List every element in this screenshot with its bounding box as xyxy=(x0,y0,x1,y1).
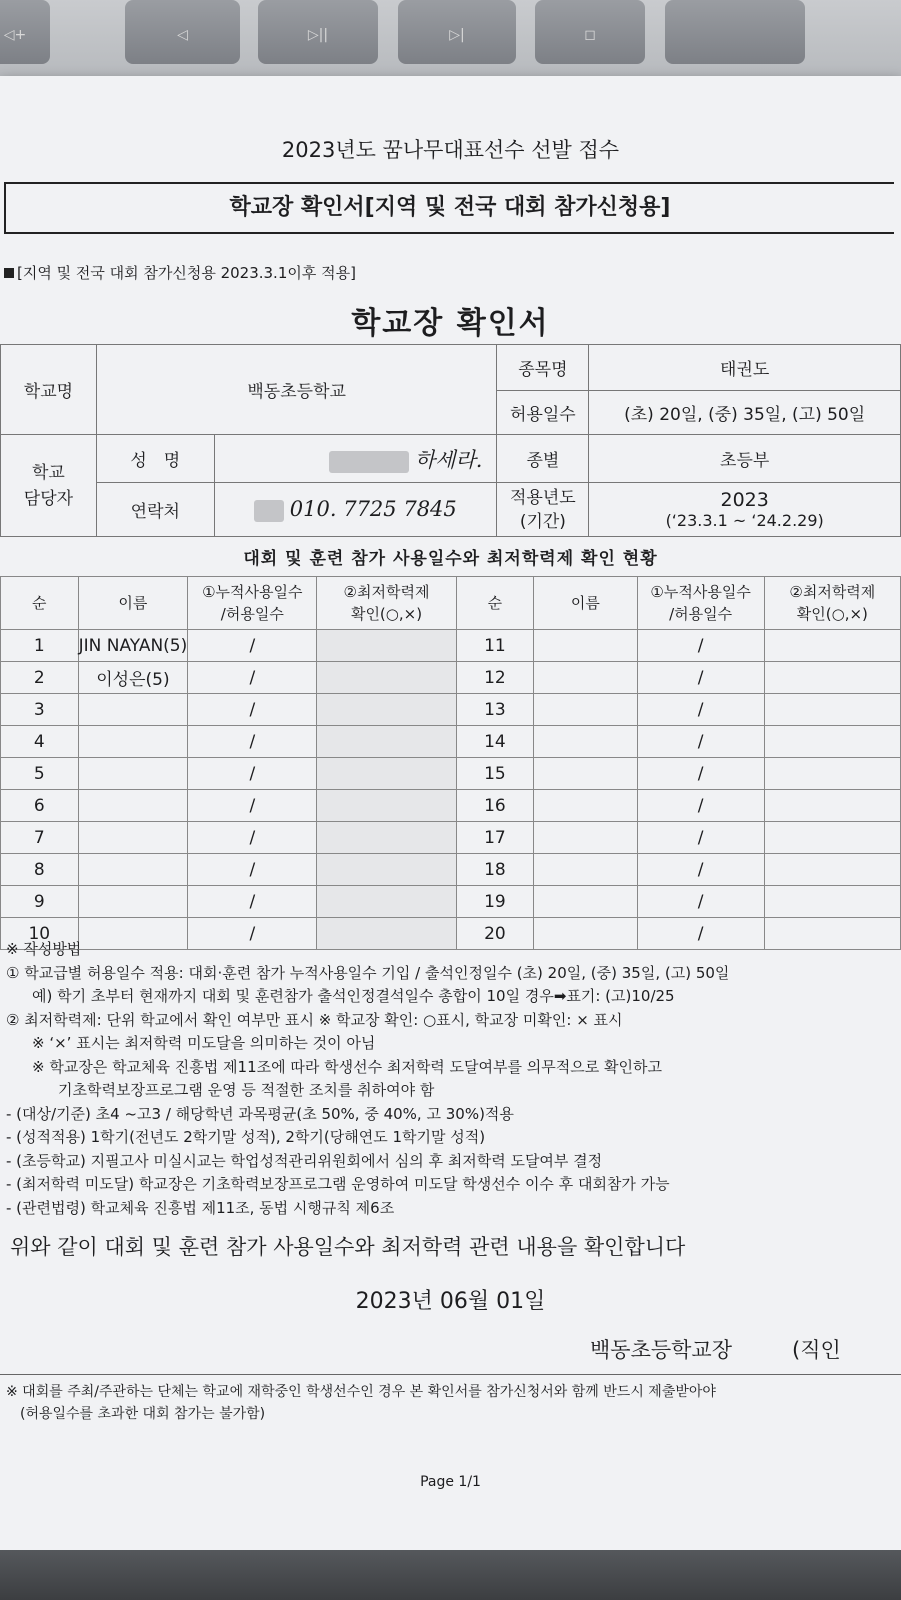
cell-no: 20 xyxy=(456,918,534,950)
note-line: ※ 학교장은 학교체육 진흥법 제11조에 따라 학생선수 최저학력 도달여부를 의무적으로 확인하고 xyxy=(32,1057,662,1076)
cell-days: / xyxy=(188,694,317,726)
cell-no: 11 xyxy=(456,630,534,662)
contact-cell xyxy=(214,483,497,537)
cell-no: 1 xyxy=(1,630,79,662)
cell-academic xyxy=(764,662,900,694)
header-name: 이름 xyxy=(534,577,637,630)
cell-days: / xyxy=(188,758,317,790)
cell-academic xyxy=(764,822,900,854)
cell-no: 7 xyxy=(1,822,79,854)
cell-academic xyxy=(317,726,456,758)
keyboard-key: ◁+ xyxy=(0,0,50,64)
cell-days: / xyxy=(637,822,764,854)
cell-academic xyxy=(764,726,900,758)
year-label: 적용년도 (기간) xyxy=(497,483,589,537)
event-label: 종목명 xyxy=(497,345,589,391)
cell-no: 5 xyxy=(1,758,79,790)
divider xyxy=(0,1374,901,1375)
table-row xyxy=(1,662,901,694)
header-academic: ②최저학력제 확인(○,×) xyxy=(317,577,456,630)
cell-name xyxy=(534,758,637,790)
header-days: ①누적사용일수 /허용일수 xyxy=(637,577,764,630)
cell-no: 18 xyxy=(456,854,534,886)
cell-academic xyxy=(317,630,456,662)
cell-days: / xyxy=(188,918,317,950)
note-line: ※ ‘×’ 표시는 최저학력 미도달을 의미하는 것이 아님 xyxy=(32,1034,376,1052)
cell-academic xyxy=(764,694,900,726)
cell-no: 12 xyxy=(456,662,534,694)
cell-academic xyxy=(764,630,900,662)
cell-no: 2 xyxy=(1,662,79,694)
keyboard-key xyxy=(665,0,805,64)
table-row xyxy=(1,886,901,918)
note-line: - (대상/기준) 초4 ~고3 / 해당학년 과목평균(초 50%, 중 40%, 고 30%)적용 xyxy=(6,1104,514,1123)
cell-no: 10 xyxy=(1,918,79,950)
year-cell xyxy=(589,483,901,537)
signer-name: 백동초등학교장 xyxy=(590,1338,733,1362)
contact-label: 연락처 xyxy=(96,483,214,537)
header-days: ①누적사용일수 /허용일수 xyxy=(188,577,317,630)
allowed-days-label: 허용일수 xyxy=(497,391,589,435)
form-header: 2023년도 꿈나무대표선수 선발 접수 xyxy=(281,138,620,162)
cell-no: 15 xyxy=(456,758,534,790)
cell-days: / xyxy=(188,822,317,854)
cell-no: 13 xyxy=(456,694,534,726)
cell-days: / xyxy=(637,726,764,758)
roster-header-row xyxy=(1,577,901,630)
table-row xyxy=(1,694,901,726)
school-label: 학교명 xyxy=(1,345,97,435)
confirmation-statement: 위와 같이 대회 및 훈련 참가 사용일수와 최저학력 관련 내용을 확인합니다 xyxy=(10,1235,686,1259)
note-line: 예) 학기 초부터 현재까지 대회 및 훈련참가 출석인정결석일수 총합이 10일 경우➡표기: (고)10/25 xyxy=(32,987,675,1005)
cell-academic xyxy=(764,886,900,918)
table-row xyxy=(1,630,901,662)
cell-no: 8 xyxy=(1,854,79,886)
keyboard-key: ▷| xyxy=(398,0,516,64)
cell-academic xyxy=(764,854,900,886)
document-page xyxy=(0,76,901,1550)
cell-name xyxy=(534,886,637,918)
table-row xyxy=(1,726,901,758)
cell-days: / xyxy=(637,854,764,886)
desk-surface xyxy=(0,1550,901,1600)
document-date: 2023년 06월 01일 xyxy=(355,1289,546,1314)
note-line: - (초등학교) 지필고사 미실시교는 학업성적관리위원회에서 심의 후 최저학력 도달여부 결정 xyxy=(6,1151,603,1170)
roster-table xyxy=(0,576,901,950)
cell-academic xyxy=(317,662,456,694)
table-row xyxy=(1,822,901,854)
cell-academic xyxy=(317,854,456,886)
cell-name xyxy=(78,854,188,886)
cell-name xyxy=(78,790,188,822)
cell-no: 4 xyxy=(1,726,79,758)
header-no: 순 xyxy=(456,577,534,630)
seal-label: (직인 xyxy=(792,1338,841,1362)
cell-days: / xyxy=(188,726,317,758)
roster-section-title: 대회 및 훈련 참가 사용일수와 최저학력제 확인 현황 xyxy=(243,549,658,569)
cell-days: / xyxy=(188,662,317,694)
cell-days: / xyxy=(637,886,764,918)
cell-name xyxy=(534,822,637,854)
page-title: 학교장 확인서 xyxy=(351,306,550,341)
school-info-table xyxy=(0,344,901,537)
cell-name xyxy=(78,886,188,918)
cell-academic xyxy=(317,886,456,918)
event-value: 태권도 xyxy=(589,345,901,391)
cell-name xyxy=(534,790,637,822)
cell-days: / xyxy=(188,630,317,662)
signer xyxy=(590,1334,841,1364)
allowed-days-value: (초) 20일, (중) 35일, (고) 50일 xyxy=(589,391,901,435)
cell-days: / xyxy=(637,662,764,694)
cell-no: 16 xyxy=(456,790,534,822)
cell-name xyxy=(534,854,637,886)
cell-name: JIN NAYAN(5) xyxy=(78,630,188,662)
cell-name xyxy=(534,726,637,758)
note-line: ① 학교급별 허용일수 적용: 대회·훈련 참가 누적사용일수 기입 / 출석인정일수 (초) 20일, (중) 35일, (고) 50일 xyxy=(6,963,730,982)
footnote-line: (허용일수를 초과한 대회 참가는 불가함) xyxy=(20,1406,266,1422)
cell-no: 9 xyxy=(1,886,79,918)
keyboard-key: ◻ xyxy=(535,0,645,64)
square-bullet-icon xyxy=(4,268,14,278)
staff-name-cell xyxy=(214,435,497,483)
division-value: 초등부 xyxy=(589,435,901,483)
cell-days: / xyxy=(188,790,317,822)
table-row xyxy=(1,758,901,790)
page-number: Page 1/1 xyxy=(420,1474,481,1490)
school-name: 백동초등학교 xyxy=(96,345,497,435)
cell-name xyxy=(534,662,637,694)
division-label: 종별 xyxy=(497,435,589,483)
table-row xyxy=(1,854,901,886)
cell-academic xyxy=(764,758,900,790)
header-name: 이름 xyxy=(78,577,188,630)
note-line: ② 최저학력제: 단위 학교에서 확인 여부만 표시 ※ 학교장 확인: ○표시, 학교장 미확인: × 표시 xyxy=(6,1010,623,1029)
cell-days: / xyxy=(188,854,317,886)
staff-name: 하세라. xyxy=(414,447,483,472)
cell-academic xyxy=(764,790,900,822)
keyboard-key: ▷|| xyxy=(258,0,378,64)
name-label: 성 명 xyxy=(96,435,214,483)
cell-no: 19 xyxy=(456,886,534,918)
note-line: - (최저학력 미도달) 학교장은 기초학력보장프로그램 운영하여 미도달 학생선수 이수 후 대회참가 가능 xyxy=(6,1175,670,1193)
note-line: ※ 작성방법 xyxy=(6,940,82,958)
cell-academic xyxy=(317,790,456,822)
note-line: - (관련법령) 학교체육 진흥법 제11조, 동법 시행규칙 제6조 xyxy=(6,1198,395,1217)
applies-text: [지역 및 전국 대회 참가신청용 2023.3.1이후 적용] xyxy=(17,264,356,282)
note-line: - (성적적용) 1학기(전년도 2학기말 성적), 2학기(당해연도 1학기말 성적) xyxy=(6,1128,486,1146)
cell-no: 6 xyxy=(1,790,79,822)
note-line: 기초학력보장프로그램 운영 등 적절한 조치를 취하여야 함 xyxy=(58,1081,435,1099)
cell-name xyxy=(78,694,188,726)
cell-academic xyxy=(317,758,456,790)
year-period: (‘23.3.1 ~ ‘24.2.29) xyxy=(665,511,824,530)
form-title-box: 학교장 확인서[지역 및 전국 대회 참가신청용] xyxy=(4,182,894,234)
cell-name: 이성은(5) xyxy=(78,662,188,694)
header-no: 순 xyxy=(1,577,79,630)
applies-note xyxy=(4,262,356,283)
cell-days: / xyxy=(637,918,764,950)
header-academic: ②최저학력제 확인(○,×) xyxy=(764,577,900,630)
cell-no: 14 xyxy=(456,726,534,758)
redacted-block xyxy=(254,500,284,522)
cell-name xyxy=(534,694,637,726)
cell-days: / xyxy=(637,758,764,790)
instructions xyxy=(6,938,896,1220)
cell-no: 3 xyxy=(1,694,79,726)
footnote xyxy=(6,1381,716,1425)
cell-days: / xyxy=(637,694,764,726)
cell-days: / xyxy=(637,630,764,662)
redacted-block xyxy=(329,451,409,473)
cell-name xyxy=(78,758,188,790)
year-value: 2023 xyxy=(720,489,769,511)
cell-days: / xyxy=(637,790,764,822)
cell-days: / xyxy=(188,886,317,918)
keyboard-key: ◁ xyxy=(125,0,240,64)
cell-name xyxy=(78,822,188,854)
cell-academic xyxy=(317,694,456,726)
cell-academic xyxy=(317,822,456,854)
cell-name xyxy=(534,630,637,662)
cell-name xyxy=(78,726,188,758)
cell-no: 17 xyxy=(456,822,534,854)
table-row xyxy=(1,790,901,822)
staff-label: 학교 담당자 xyxy=(1,435,97,537)
contact-value: 010. 7725 7845 xyxy=(289,497,457,521)
footnote-line: ※ 대회를 주최/주관하는 단체는 학교에 재학중인 학생선수인 경우 본 확인서를 참가신청서와 함께 반드시 제출받아야 xyxy=(6,1384,716,1400)
